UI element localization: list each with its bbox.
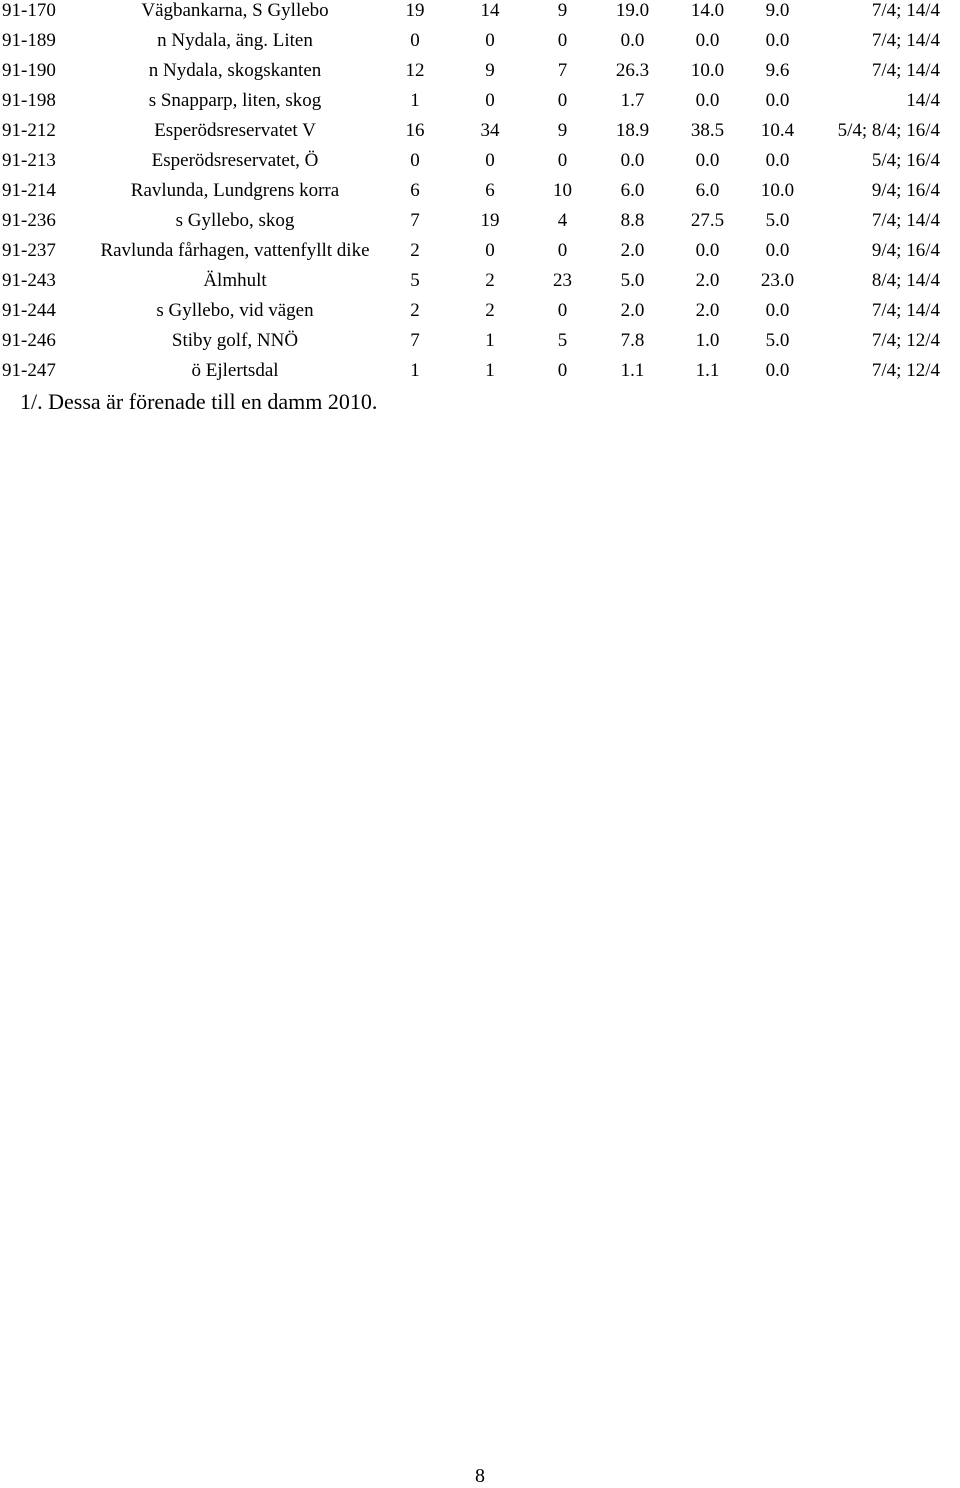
site-id-cell: 91-189 xyxy=(2,30,56,51)
count-3-cell: 0 xyxy=(557,90,568,111)
dates-cell: 7/4; 14/4 xyxy=(871,30,940,51)
count-3-cell: 5 xyxy=(557,330,568,351)
site-id-cell: 91-246 xyxy=(2,330,56,351)
count-1-cell: 12 xyxy=(405,60,425,81)
value-1-cell: 1.1 xyxy=(620,360,645,381)
dates-cell: 7/4; 12/4 xyxy=(871,360,940,381)
value-1-cell: 5.0 xyxy=(620,270,645,291)
count-3-cell: 0 xyxy=(557,300,568,321)
count-3-cell: 0 xyxy=(557,150,568,171)
count-1-cell: 0 xyxy=(410,30,420,51)
value-1-cell: 0.0 xyxy=(620,150,645,171)
dates-cell: 7/4; 14/4 xyxy=(871,300,940,321)
site-name-cell: n Nydala, äng. Liten xyxy=(157,30,313,51)
count-2-cell: 9 xyxy=(485,60,495,81)
value-3-cell: 0.0 xyxy=(765,240,790,261)
count-1-cell: 19 xyxy=(405,0,425,21)
count-2-cell: 0 xyxy=(485,90,495,111)
table-row xyxy=(0,146,960,176)
site-name-cell: Ravlunda, Lundgrens korra xyxy=(130,180,340,201)
dates-cell: 7/4; 14/4 xyxy=(871,210,940,231)
site-id-cell: 91-244 xyxy=(2,300,56,321)
count-1-cell: 6 xyxy=(410,180,420,201)
table-row xyxy=(0,326,960,356)
dates-cell: 5/4; 8/4; 16/4 xyxy=(837,120,940,141)
count-2-cell: 6 xyxy=(485,180,495,201)
count-1-cell: 0 xyxy=(410,150,420,171)
count-1-cell: 2 xyxy=(410,300,420,321)
value-2-cell: 0.0 xyxy=(695,240,720,261)
count-1-cell: 16 xyxy=(405,120,425,141)
value-3-cell: 9.6 xyxy=(765,60,790,81)
site-id-cell: 91-236 xyxy=(2,210,56,231)
count-1-cell: 5 xyxy=(410,270,420,291)
count-3-cell: 23 xyxy=(553,270,572,291)
value-3-cell: 0.0 xyxy=(765,90,790,111)
value-3-cell: 0.0 xyxy=(765,150,790,171)
count-2-cell: 0 xyxy=(485,240,495,261)
value-1-cell: 7.8 xyxy=(620,330,645,351)
value-2-cell: 27.5 xyxy=(690,210,725,231)
value-3-cell: 0.0 xyxy=(765,300,790,321)
value-2-cell: 6.0 xyxy=(695,180,720,201)
table-row xyxy=(0,266,960,296)
value-3-cell: 0.0 xyxy=(765,360,790,381)
value-3-cell: 0.0 xyxy=(765,30,790,51)
site-id-cell: 91-213 xyxy=(2,150,56,171)
value-2-cell: 14.0 xyxy=(690,0,725,21)
value-2-cell: 0.0 xyxy=(695,90,720,111)
table-row xyxy=(0,206,960,236)
value-1-cell: 19.0 xyxy=(615,0,650,21)
value-3-cell: 10.4 xyxy=(760,120,795,141)
count-3-cell: 10 xyxy=(553,180,572,201)
dates-cell: 7/4; 12/4 xyxy=(871,330,940,351)
value-1-cell: 0.0 xyxy=(620,30,645,51)
table-row xyxy=(0,116,960,146)
site-name-cell: Esperödsreservatet, Ö xyxy=(151,150,319,171)
count-3-cell: 4 xyxy=(557,210,568,231)
count-1-cell: 1 xyxy=(410,360,420,381)
count-2-cell: 19 xyxy=(480,210,500,231)
value-1-cell: 18.9 xyxy=(615,120,650,141)
value-3-cell: 23.0 xyxy=(760,270,795,291)
site-name-cell: s Gyllebo, skog xyxy=(175,210,295,231)
dates-cell: 5/4; 16/4 xyxy=(871,150,940,171)
value-3-cell: 9.0 xyxy=(765,0,790,21)
site-name-cell: n Nydala, skogskanten xyxy=(148,60,322,81)
value-1-cell: 1.7 xyxy=(620,90,645,111)
count-1-cell: 2 xyxy=(410,240,420,261)
dates-cell: 7/4; 14/4 xyxy=(871,0,940,21)
page-number: 8 xyxy=(475,1465,485,1487)
count-3-cell: 9 xyxy=(557,0,568,21)
site-name-cell: Älmhult xyxy=(203,270,267,291)
site-name-cell: s Gyllebo, vid vägen xyxy=(156,300,314,321)
count-3-cell: 0 xyxy=(557,30,568,51)
site-id-cell: 91-198 xyxy=(2,90,56,111)
value-1-cell: 6.0 xyxy=(620,180,645,201)
site-id-cell: 91-237 xyxy=(2,240,56,261)
count-3-cell: 0 xyxy=(557,240,568,261)
dates-cell: 8/4; 14/4 xyxy=(871,270,940,291)
value-1-cell: 2.0 xyxy=(620,240,645,261)
site-id-cell: 91-170 xyxy=(2,0,56,21)
value-1-cell: 8.8 xyxy=(620,210,645,231)
dates-cell: 9/4; 16/4 xyxy=(871,180,940,201)
table-row xyxy=(0,296,960,326)
count-1-cell: 7 xyxy=(410,210,420,231)
table-body xyxy=(0,0,960,386)
value-3-cell: 10.0 xyxy=(760,180,795,201)
value-2-cell: 1.0 xyxy=(695,330,720,351)
table-row xyxy=(0,0,960,26)
site-id-cell: 91-214 xyxy=(2,180,56,201)
count-1-cell: 7 xyxy=(410,330,420,351)
count-3-cell: 7 xyxy=(557,60,568,81)
data-table xyxy=(0,0,960,386)
value-3-cell: 5.0 xyxy=(765,330,790,351)
count-2-cell: 34 xyxy=(480,120,500,141)
count-2-cell: 1 xyxy=(485,330,495,351)
value-1-cell: 26.3 xyxy=(615,60,650,81)
count-2-cell: 1 xyxy=(485,360,495,381)
site-name-cell: ö Ejlertsdal xyxy=(191,360,279,381)
value-3-cell: 5.0 xyxy=(765,210,790,231)
value-2-cell: 2.0 xyxy=(695,300,720,321)
count-3-cell: 9 xyxy=(557,120,568,141)
value-2-cell: 0.0 xyxy=(695,150,720,171)
table-row xyxy=(0,236,960,266)
count-2-cell: 2 xyxy=(485,270,495,291)
count-3-cell: 0 xyxy=(557,360,568,381)
value-2-cell: 2.0 xyxy=(695,270,720,291)
value-2-cell: 1.1 xyxy=(695,360,720,381)
dates-cell: 7/4; 14/4 xyxy=(871,60,940,81)
table-row xyxy=(0,56,960,86)
site-id-cell: 91-212 xyxy=(2,120,56,141)
site-id-cell: 91-247 xyxy=(2,360,56,381)
site-name-cell: Ravlunda fårhagen, vattenfyllt dike xyxy=(100,240,370,261)
value-2-cell: 10.0 xyxy=(690,60,725,81)
site-name-cell: s Snapparp, liten, skog xyxy=(148,90,322,111)
dates-cell: 14/4 xyxy=(906,90,940,111)
site-name-cell: Esperödsreservatet V xyxy=(154,120,316,141)
dates-cell: 9/4; 16/4 xyxy=(871,240,940,261)
table-row xyxy=(0,176,960,206)
footnote: 1/. Dessa är förenade till en damm 2010. xyxy=(20,389,378,414)
value-2-cell: 38.5 xyxy=(690,120,725,141)
count-2-cell: 0 xyxy=(485,30,495,51)
value-2-cell: 0.0 xyxy=(695,30,720,51)
count-2-cell: 14 xyxy=(480,0,500,21)
table-row xyxy=(0,26,960,56)
site-name-cell: Vägbankarna, S Gyllebo xyxy=(141,0,329,21)
count-2-cell: 0 xyxy=(485,150,495,171)
site-id-cell: 91-243 xyxy=(2,270,56,291)
table-row xyxy=(0,356,960,386)
count-2-cell: 2 xyxy=(485,300,495,321)
site-id-cell: 91-190 xyxy=(2,60,56,81)
count-1-cell: 1 xyxy=(410,90,420,111)
value-1-cell: 2.0 xyxy=(620,300,645,321)
table-row xyxy=(0,86,960,116)
site-name-cell: Stiby golf, NNÖ xyxy=(171,330,299,351)
